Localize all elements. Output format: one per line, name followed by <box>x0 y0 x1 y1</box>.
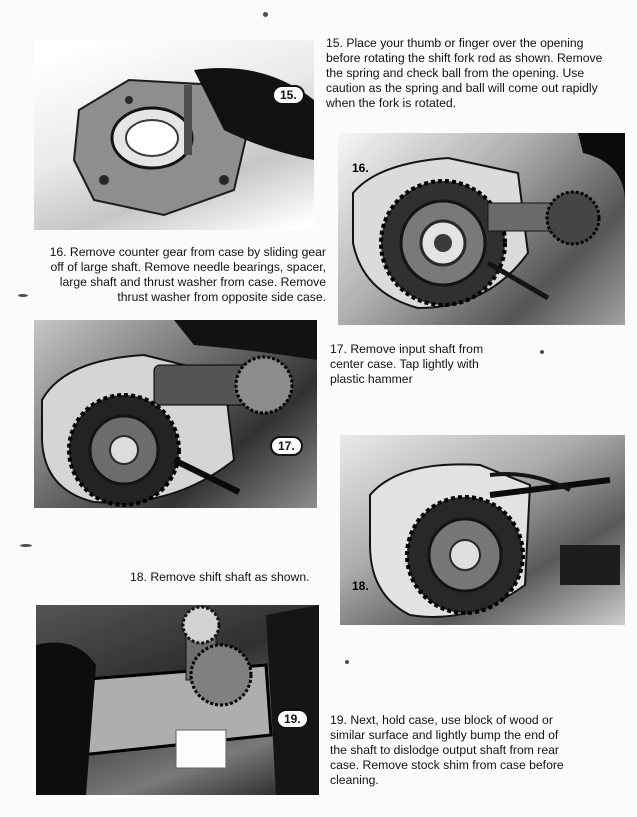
transmission-case-illustration <box>34 40 314 230</box>
scan-speck <box>345 660 349 664</box>
step-17-text: 17. Remove input shaft from center case. Tap lightly with plastic hammer <box>330 342 484 386</box>
scan-speck <box>540 350 544 354</box>
step-15-badge: 15. <box>272 85 305 105</box>
scan-speck <box>20 544 32 547</box>
step-16-badge: 16. <box>352 161 369 175</box>
photo-step-19 <box>36 605 319 795</box>
step-19-text: 19. Next, hold case, use block of wood or similar surface and lightly bump the end of the shaft to dislodge output shaft from rear case. Remove stock shim from case before cleaning. <box>330 713 564 787</box>
step-15-text: 15. Place your thumb or finger over the opening before rotating the shift fork rod as shown. Remove the spring and check ball from the opening. Use caution as the spring and ball will come out rapidly when the fork is rotated. <box>326 36 603 110</box>
scan-speck <box>18 294 28 297</box>
photo-step-15 <box>34 40 314 230</box>
step-17-badge: 17. <box>270 436 303 456</box>
photo-step-18 <box>340 435 625 625</box>
photo-step-17 <box>34 320 317 508</box>
output-shaft-illustration <box>36 605 319 795</box>
scan-speck <box>263 12 268 17</box>
gear-assembly-illustration <box>338 133 625 325</box>
shift-shaft-illustration <box>340 435 625 625</box>
step-18-badge: 18. <box>352 579 369 593</box>
step-18-text: 18. Remove shift shaft as shown. <box>130 570 310 584</box>
photo-step-16 <box>338 133 625 325</box>
step-19-badge: 19. <box>276 709 309 729</box>
input-shaft-illustration <box>34 320 317 508</box>
step-16-text: 16. Remove counter gear from case by sliding gear off of large shaft. Remove needle bearings, spacer, large shaft and thrust washer from case. Remove thrust washer from opposite side case. <box>49 245 326 304</box>
